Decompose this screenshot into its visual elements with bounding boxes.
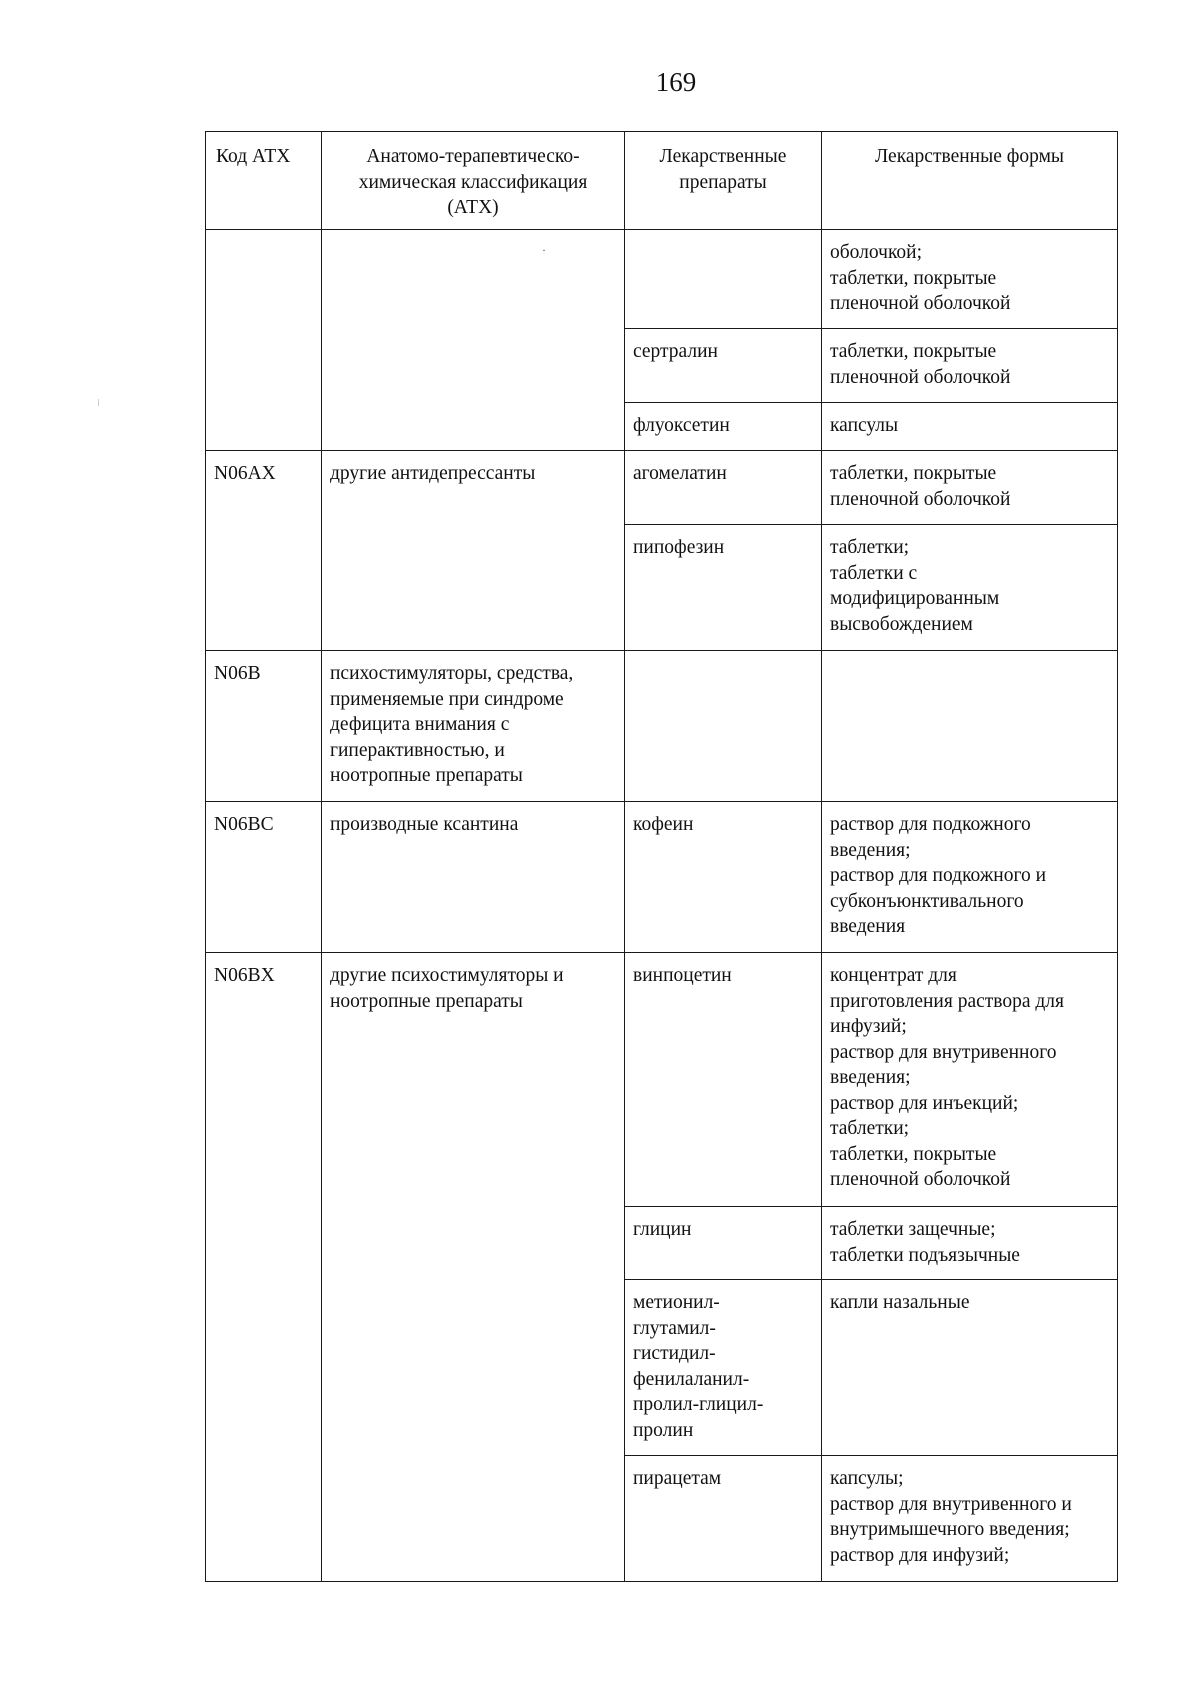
cell-classification: психостимуляторы, средства, применяемые при синдроме дефицита внимания с гиперактивностью, и ноотропные препараты xyxy=(322,651,625,802)
cell-forms: капли назальные xyxy=(822,1280,1118,1456)
table-row xyxy=(206,802,1118,953)
scan-artifact xyxy=(98,399,99,406)
cell-forms: таблетки, покрытые пленочной оболочкой xyxy=(822,451,1118,525)
table-row xyxy=(206,451,1118,525)
header-dosage-forms: Лекарственные формы xyxy=(822,132,1118,230)
cell-classification: производные ксантина xyxy=(322,802,625,953)
cell-drug: кофеин xyxy=(625,802,822,953)
cell-code: N06BX xyxy=(206,953,322,1582)
cell-drug: пипофезин xyxy=(625,525,822,651)
scan-dot: · xyxy=(542,243,546,257)
table-header-row xyxy=(206,132,1118,230)
cell-classification xyxy=(322,230,625,451)
cell-forms: раствор для подкожного введения; раствор для подкожного и субконъюнктивального введения xyxy=(822,802,1118,953)
cell-forms: таблетки; таблетки с модифицированным высвобождением xyxy=(822,525,1118,651)
header-classification: Анатомо-терапевтическо- химическая классификация (АТХ) xyxy=(322,132,625,230)
cell-drug: агомелатин xyxy=(625,451,822,525)
header-atc-code: Код АТХ xyxy=(206,132,322,230)
page-number: 169 xyxy=(655,67,697,97)
atc-table-container xyxy=(205,131,1117,1582)
cell-drug: винпоцетин xyxy=(625,953,822,1207)
table-row xyxy=(206,230,1118,329)
cell-drug: метионил- глутамил- гистидил- фенилаланил- пролил-глицил- пролин xyxy=(625,1280,822,1456)
cell-forms: концентрат для приготовления раствора для инфузий; раствор для внутривенного введения; раствор для инъекций; таблетки; таблетки, покрытые пленочной оболочкой xyxy=(822,953,1118,1207)
cell-drug xyxy=(625,651,822,802)
cell-drug: сертралин xyxy=(625,329,822,403)
cell-code xyxy=(206,230,322,451)
cell-forms: оболочкой; таблетки, покрытые пленочной оболочкой xyxy=(822,230,1118,329)
cell-drug xyxy=(625,230,822,329)
cell-classification: другие антидепрессанты xyxy=(322,451,625,651)
table-row xyxy=(206,953,1118,1207)
table-row xyxy=(206,651,1118,802)
cell-drug: глицин xyxy=(625,1207,822,1280)
header-drugs: Лекарственные препараты xyxy=(625,132,822,230)
cell-forms: таблетки, покрытые пленочной оболочкой xyxy=(822,329,1118,403)
cell-drug: пирацетам xyxy=(625,1456,822,1582)
cell-forms xyxy=(822,651,1118,802)
cell-forms: таблетки защечные; таблетки подъязычные xyxy=(822,1207,1118,1280)
cell-code: N06AX xyxy=(206,451,322,651)
cell-classification: другие психостимуляторы и ноотропные препараты xyxy=(322,953,625,1582)
atc-drug-table xyxy=(205,131,1118,1582)
cell-drug: флуоксетин xyxy=(625,403,822,451)
cell-code: N06B xyxy=(206,651,322,802)
cell-forms: капсулы; раствор для внутривенного и внутримышечного введения; раствор для инфузий; xyxy=(822,1456,1118,1582)
cell-code: N06BC xyxy=(206,802,322,953)
cell-forms: капсулы xyxy=(822,403,1118,451)
